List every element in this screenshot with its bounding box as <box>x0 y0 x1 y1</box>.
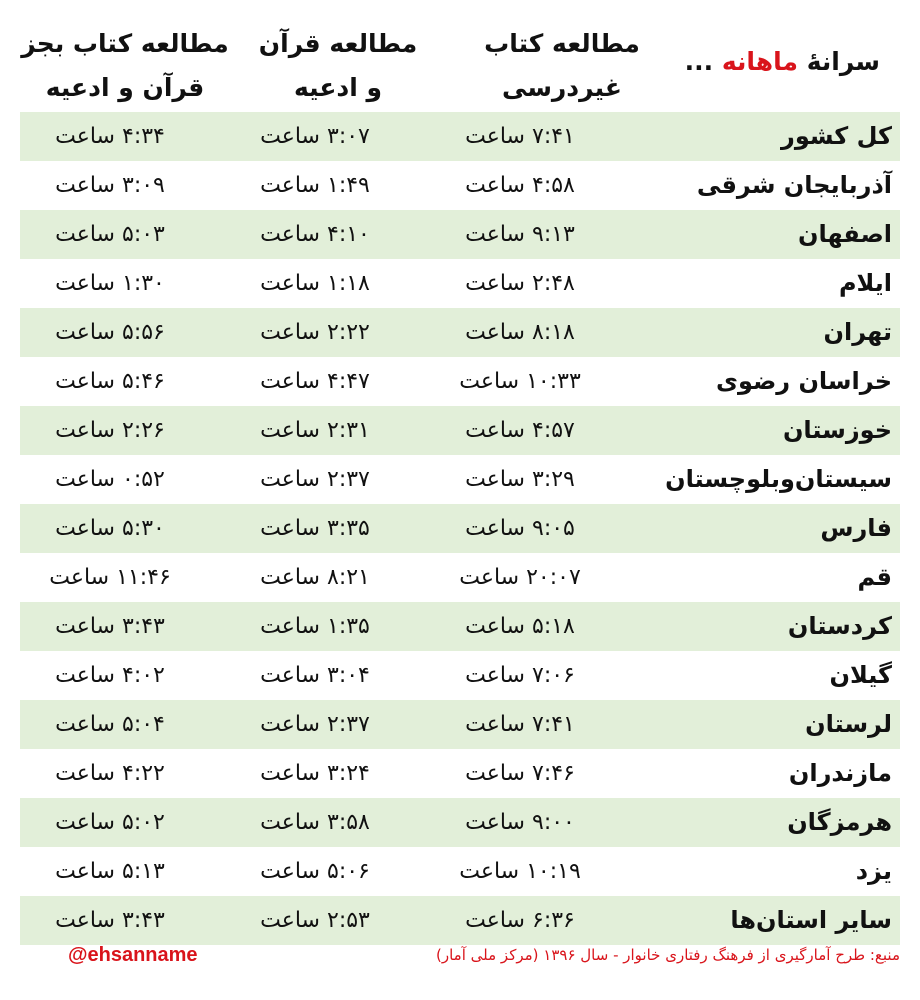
time-unit: ساعت <box>55 614 115 639</box>
time-unit: ساعت <box>260 271 320 296</box>
region-name: هرمزگان <box>787 808 892 836</box>
time-unit: ساعت <box>465 761 525 786</box>
region-name: سایر استان‌ها <box>730 906 892 934</box>
region-name: لرستان <box>805 710 892 738</box>
time-unit: ساعت <box>459 859 520 884</box>
time-cell-v3 <box>20 112 200 161</box>
time-unit: ساعت <box>260 173 320 198</box>
region-name: فارس <box>820 514 892 542</box>
time-value: ۷:۰۶ <box>532 663 575 688</box>
region-name: ایلام <box>838 269 892 297</box>
time-unit: ساعت <box>465 222 525 247</box>
time-value: ۵:۱۳ <box>122 859 165 884</box>
header-col2-line2: و ادعیه <box>293 73 383 102</box>
time-value: ۷:۴۱ <box>532 124 575 149</box>
time-value: ۳:۵۸ <box>327 810 370 835</box>
region-name: مازندران <box>788 759 892 787</box>
time-cell-v3 <box>20 896 200 945</box>
time-unit: ساعت <box>465 614 525 639</box>
time-cell-v3 <box>20 602 200 651</box>
time-unit: ساعت <box>55 712 115 737</box>
time-value: ۳:۴۳ <box>122 614 165 639</box>
time-unit: ساعت <box>55 222 115 247</box>
table-row <box>20 210 900 259</box>
time-unit: ساعت <box>465 467 525 492</box>
time-cell-v2 <box>225 651 405 700</box>
time-unit: ساعت <box>465 320 525 345</box>
time-unit: ساعت <box>260 418 320 443</box>
time-unit: ساعت <box>260 565 320 590</box>
header-col3-line1: مطالعه کتاب بجز <box>21 29 229 58</box>
header-nonschool-books <box>462 22 662 110</box>
time-value: ۵:۱۸ <box>532 614 575 639</box>
time-cell-v2 <box>225 406 405 455</box>
time-unit: ساعت <box>55 124 115 149</box>
region-name: آذربایجان شرقی <box>696 171 892 199</box>
time-value: ۴:۴۷ <box>327 369 370 394</box>
time-cell-v2 <box>225 161 405 210</box>
time-unit: ساعت <box>55 467 115 492</box>
table-row <box>20 455 900 504</box>
time-unit: ساعت <box>260 320 320 345</box>
time-unit: ساعت <box>260 810 320 835</box>
region-name: قم <box>857 563 892 591</box>
time-cell-v3 <box>20 357 200 406</box>
time-cell-v1 <box>430 553 610 602</box>
region-name: گیلان <box>829 661 892 689</box>
time-value: ۷:۴۱ <box>532 712 575 737</box>
time-unit: ساعت <box>260 663 320 688</box>
time-value: ۴:۳۴ <box>122 124 165 149</box>
time-value: ۶:۳۶ <box>532 908 575 933</box>
time-cell-v3 <box>20 259 200 308</box>
time-value: ۱:۴۹ <box>327 173 370 198</box>
time-unit: ساعت <box>55 516 115 541</box>
time-cell-v1 <box>430 602 610 651</box>
time-value: ۳:۳۵ <box>327 516 370 541</box>
header-quran-prayers <box>238 22 438 110</box>
time-value: ۴:۵۷ <box>532 418 575 443</box>
time-value: ۲۰:۰۷ <box>526 565 581 590</box>
time-cell-v3 <box>20 798 200 847</box>
time-unit: ساعت <box>55 271 115 296</box>
time-value: ۳:۰۹ <box>122 173 165 198</box>
time-unit: ساعت <box>55 320 115 345</box>
time-cell-v2 <box>225 700 405 749</box>
time-cell-v2 <box>225 210 405 259</box>
time-value: ۵:۰۲ <box>122 810 165 835</box>
table-row <box>20 504 900 553</box>
region-name: خراسان رضوی <box>716 367 892 395</box>
time-cell-v2 <box>225 798 405 847</box>
time-value: ۵:۳۰ <box>122 516 165 541</box>
time-value: ۲:۴۸ <box>532 271 575 296</box>
time-value: ۳:۰۴ <box>327 663 370 688</box>
region-name: خوزستان <box>782 416 892 444</box>
time-value: ۳:۴۳ <box>122 908 165 933</box>
time-value: ۹:۰۰ <box>532 810 575 835</box>
time-value: ۴:۲۲ <box>122 761 165 786</box>
time-cell-v1 <box>430 357 610 406</box>
time-value: ۴:۱۰ <box>327 222 370 247</box>
time-unit: ساعت <box>459 565 520 590</box>
header-col1-line1: مطالعه کتاب <box>484 29 640 58</box>
time-cell-v2 <box>225 259 405 308</box>
time-value: ۱:۳۵ <box>327 614 370 639</box>
time-cell-v3 <box>20 700 200 749</box>
header-col3-line2: قرآن و ادعیه <box>45 73 205 102</box>
time-unit: ساعت <box>49 565 110 590</box>
time-cell-v1 <box>430 210 610 259</box>
time-value: ۹:۱۳ <box>532 222 575 247</box>
table-row <box>20 308 900 357</box>
time-unit: ساعت <box>55 418 115 443</box>
time-cell-v3 <box>20 504 200 553</box>
time-cell-v3 <box>20 210 200 259</box>
time-value: ۱۰:۱۹ <box>526 859 581 884</box>
time-value: ۱۰:۳۳ <box>526 369 581 394</box>
time-value: ۸:۲۱ <box>327 565 370 590</box>
time-value: ۵:۰۴ <box>122 712 165 737</box>
table-row <box>20 112 900 161</box>
time-value: ۴:۵۸ <box>532 173 575 198</box>
time-value: ۱۱:۴۶ <box>116 565 171 590</box>
author-handle: @ehsanname <box>68 944 198 966</box>
table-row <box>20 259 900 308</box>
region-name: کل کشور <box>781 122 892 150</box>
header-col1-line2: غیردرسی <box>502 73 622 102</box>
time-cell-v2 <box>225 553 405 602</box>
header-col2-line1: مطالعه قرآن <box>258 29 418 58</box>
time-cell-v1 <box>430 406 610 455</box>
time-value: ۷:۴۶ <box>532 761 575 786</box>
region-name: کردستان <box>787 612 892 640</box>
time-value: ۸:۱۸ <box>532 320 575 345</box>
header-region-suffix: ... <box>684 47 714 76</box>
time-unit: ساعت <box>260 222 320 247</box>
time-value: ۳:۲۹ <box>532 467 575 492</box>
time-value: ۲:۳۷ <box>327 712 370 737</box>
time-cell-v2 <box>225 308 405 357</box>
time-value: ۴:۰۲ <box>122 663 165 688</box>
table-row <box>20 798 900 847</box>
table-header <box>0 12 920 112</box>
time-value: ۲:۲۶ <box>122 418 165 443</box>
header-region <box>680 40 880 84</box>
time-unit: ساعت <box>260 467 320 492</box>
time-value: ۲:۲۲ <box>327 320 370 345</box>
time-cell-v1 <box>430 259 610 308</box>
time-cell-v1 <box>430 504 610 553</box>
time-value: ۱:۱۸ <box>327 271 370 296</box>
reading-time-table <box>20 112 900 945</box>
time-cell-v2 <box>225 602 405 651</box>
time-unit: ساعت <box>465 663 525 688</box>
time-cell-v3 <box>20 847 200 896</box>
time-unit: ساعت <box>55 761 115 786</box>
table-row <box>20 896 900 945</box>
time-unit: ساعت <box>260 516 320 541</box>
time-unit: ساعت <box>465 516 525 541</box>
time-unit: ساعت <box>260 761 320 786</box>
time-unit: ساعت <box>55 908 115 933</box>
time-unit: ساعت <box>260 859 320 884</box>
time-cell-v1 <box>430 896 610 945</box>
time-cell-v1 <box>430 798 610 847</box>
footer <box>0 940 920 980</box>
time-value: ۳:۲۴ <box>327 761 370 786</box>
time-cell-v3 <box>20 308 200 357</box>
time-cell-v1 <box>430 161 610 210</box>
time-value: ۲:۳۷ <box>327 467 370 492</box>
table-row <box>20 602 900 651</box>
time-unit: ساعت <box>55 369 115 394</box>
time-unit: ساعت <box>465 418 525 443</box>
time-value: ۱:۳۰ <box>122 271 165 296</box>
time-unit: ساعت <box>465 810 525 835</box>
time-unit: ساعت <box>55 173 115 198</box>
time-value: ۵:۴۶ <box>122 369 165 394</box>
time-cell-v3 <box>20 406 200 455</box>
time-cell-v1 <box>430 651 610 700</box>
time-value: ۵:۵۶ <box>122 320 165 345</box>
time-unit: ساعت <box>465 124 525 149</box>
time-value: ۵:۰۶ <box>327 859 370 884</box>
time-value: ۳:۰۷ <box>327 124 370 149</box>
table-row <box>20 406 900 455</box>
time-cell-v2 <box>225 112 405 161</box>
time-unit: ساعت <box>465 271 525 296</box>
table-row <box>20 357 900 406</box>
table-row <box>20 847 900 896</box>
time-unit: ساعت <box>55 663 115 688</box>
header-region-label <box>680 40 880 84</box>
table-row <box>20 651 900 700</box>
table-row <box>20 161 900 210</box>
time-cell-v3 <box>20 651 200 700</box>
time-unit: ساعت <box>260 614 320 639</box>
time-cell-v1 <box>430 455 610 504</box>
table-row <box>20 749 900 798</box>
time-cell-v2 <box>225 504 405 553</box>
time-cell-v2 <box>225 896 405 945</box>
time-cell-v2 <box>225 455 405 504</box>
time-value: ۰:۵۲ <box>122 467 165 492</box>
source-note: منبع: طرح آمارگیری از فرهنگ رفتاری خانوار - سال ۱۳۹۶ (مرکز ملی آمار) <box>436 946 900 964</box>
time-cell-v3 <box>20 749 200 798</box>
time-unit: ساعت <box>260 369 320 394</box>
time-unit: ساعت <box>260 908 320 933</box>
time-cell-v2 <box>225 749 405 798</box>
time-unit: ساعت <box>55 859 115 884</box>
time-unit: ساعت <box>465 712 525 737</box>
time-cell-v3 <box>20 455 200 504</box>
table-row <box>20 553 900 602</box>
time-unit: ساعت <box>465 173 525 198</box>
time-cell-v1 <box>430 847 610 896</box>
region-name: یزد <box>855 857 892 885</box>
time-value: ۹:۰۵ <box>532 516 575 541</box>
table-row <box>20 700 900 749</box>
header-region-accent: ماهانه <box>721 47 799 76</box>
time-value: ۵:۰۳ <box>122 222 165 247</box>
region-name: تهران <box>823 318 892 346</box>
header-books-except-quran <box>10 22 240 110</box>
time-cell-v3 <box>20 161 200 210</box>
time-cell-v1 <box>430 112 610 161</box>
time-cell-v1 <box>430 700 610 749</box>
region-name: اصفهان <box>797 220 892 248</box>
time-unit: ساعت <box>459 369 520 394</box>
time-value: ۲:۳۱ <box>327 418 370 443</box>
time-unit: ساعت <box>55 810 115 835</box>
time-cell-v1 <box>430 749 610 798</box>
header-region-prefix: سرانهٔ <box>806 47 880 76</box>
time-unit: ساعت <box>465 908 525 933</box>
region-name: سیستان‌وبلوچستان <box>665 465 892 493</box>
time-unit: ساعت <box>260 124 320 149</box>
time-cell-v2 <box>225 847 405 896</box>
time-cell-v1 <box>430 308 610 357</box>
time-cell-v3 <box>20 553 200 602</box>
time-unit: ساعت <box>260 712 320 737</box>
time-cell-v2 <box>225 357 405 406</box>
time-value: ۲:۵۳ <box>327 908 370 933</box>
